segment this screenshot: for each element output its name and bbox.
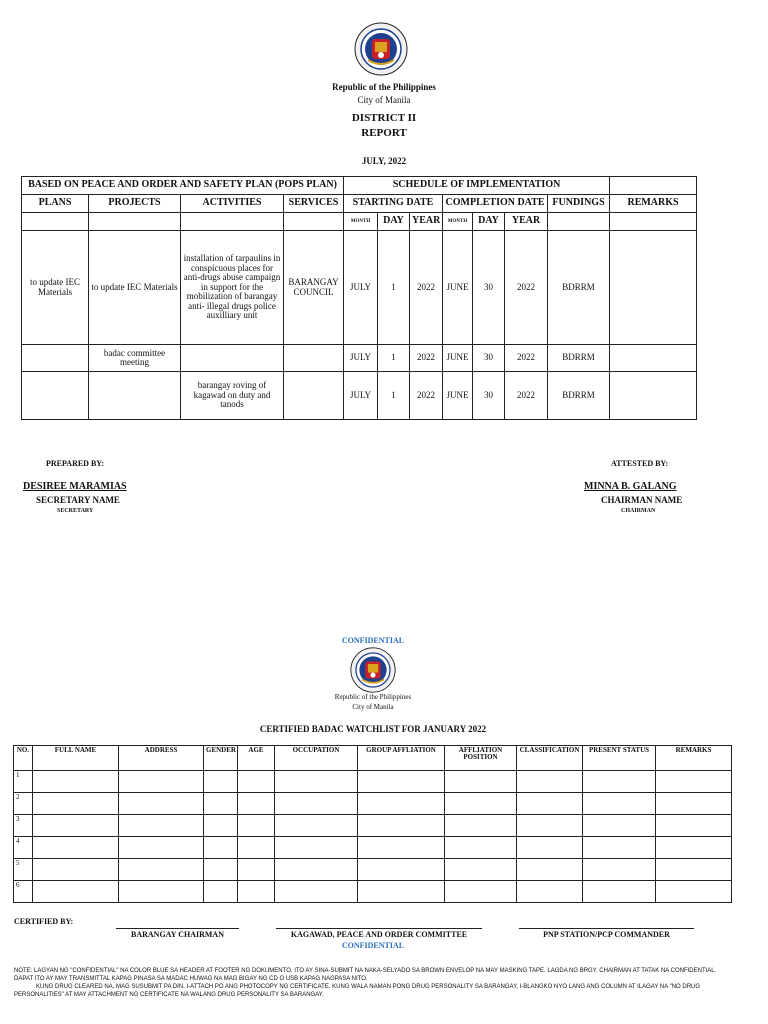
fundings-cell: BDRRM — [548, 372, 610, 420]
starting-date-header: STARTING DATE — [344, 195, 443, 213]
col-address-header: ADDRESS — [119, 746, 204, 771]
remarks-cell — [610, 231, 697, 345]
attested-by-name: MINNA B. GALANG — [584, 481, 677, 492]
table-row — [14, 837, 732, 859]
kagawad-label: KAGAWAD, PEACE AND ORDER COMMITTEE — [290, 930, 468, 939]
certified-by-label: CERTIFIED BY: — [14, 917, 74, 926]
end-month-cell: JUNE — [443, 345, 473, 372]
services-header: SERVICES — [284, 195, 344, 213]
start-month-header: MONTH — [344, 213, 378, 231]
start-month-cell: JULY — [344, 231, 378, 345]
end-year-header: YEAR — [505, 213, 548, 231]
start-day-cell: 1 — [378, 345, 410, 372]
remarks-cell — [610, 345, 697, 372]
watchlist-city-label: City of Manila — [352, 703, 394, 711]
fundings-header: FUNDINGS — [548, 195, 610, 213]
prepared-by-role: SECRETARY — [57, 508, 94, 514]
plans-cell — [22, 372, 89, 420]
projects-cell: badac committee meeting — [89, 345, 181, 372]
projects-cell: to update IEC Materials — [89, 231, 181, 345]
empty-header-cell — [610, 177, 697, 195]
col-affliation-position-header: AFFLIATION POSITION — [445, 746, 517, 771]
col-group-affliation-header: GROUP AFFLIATION — [358, 746, 445, 771]
end-day-cell: 30 — [473, 345, 505, 372]
remarks-cell — [610, 372, 697, 420]
table-row — [14, 793, 732, 815]
end-month-cell: JUNE — [443, 372, 473, 420]
end-year-cell: 2022 — [505, 372, 548, 420]
confidential-header: CONFIDENTIAL — [341, 636, 405, 645]
services-cell — [284, 345, 344, 372]
attested-by-role: CHAIRMAN — [621, 508, 656, 514]
blank-cell — [89, 213, 181, 231]
col-present-status-header: PRESENT STATUS — [583, 746, 656, 771]
col-gender-header: GENDER — [204, 746, 238, 771]
schedule-group-header: SCHEDULE OF IMPLEMENTATION — [344, 177, 610, 195]
confidential-footer: CONFIDENTIAL — [341, 941, 405, 950]
watchlist-table — [13, 745, 732, 903]
end-year-cell: 2022 — [505, 345, 548, 372]
note-paragraph-2: KUNG DRUG CLEARED NA, MAG SUSUBMIT PA DIN. I-ATTACH PO ANG PHOTOCOPY NG CERTIFICATE. KUNG WALA NAMAN PONG DRUG PERSONALITY SA BARANGAY, I-BLANGKO NYO LANG ANG COLUMN AT ILAGAY NA "NO DRUG PERSONALITIES" AT MAY ATTACHMENT NG CERTIFICATE NA WALANG DRUG PERSONALITY SA BARANGAY. — [14, 984, 701, 998]
barangay-chairman-label: BARANGAY CHAIRMAN — [131, 930, 224, 939]
city-label: City of Manila — [357, 95, 411, 105]
completion-date-header: COMPLETION DATE — [443, 195, 548, 213]
pops-plan-table — [21, 176, 697, 420]
republic-label: Republic of the Philippines — [332, 82, 436, 92]
signature-line-barangay — [116, 928, 239, 929]
table-row — [22, 231, 697, 345]
plans-cell — [22, 345, 89, 372]
watchlist-republic-label: Republic of the Philippines — [334, 693, 412, 701]
signature-line-pnp — [519, 928, 694, 929]
plans-cell: to update IEC Materials — [22, 231, 89, 345]
blank-cell — [548, 213, 610, 231]
activities-cell — [181, 345, 284, 372]
row-number: 6 — [14, 881, 33, 903]
col-no-header: NO. — [14, 746, 33, 771]
activities-cell: barangay roving of kagawad on duty and tanods — [181, 372, 284, 420]
district-title: DISTRICT II — [351, 112, 417, 124]
row-number: 5 — [14, 859, 33, 881]
projects-cell — [89, 372, 181, 420]
start-year-cell: 2022 — [410, 372, 443, 420]
watchlist-header-row — [14, 746, 732, 771]
row-number: 4 — [14, 837, 33, 859]
start-month-cell: JULY — [344, 372, 378, 420]
table-row — [14, 859, 732, 881]
col-age-header: AGE — [238, 746, 275, 771]
end-day-header: DAY — [473, 213, 505, 231]
start-day-header: DAY — [378, 213, 410, 231]
projects-header: PROJECTS — [89, 195, 181, 213]
end-day-cell: 30 — [473, 231, 505, 345]
col-remarks-header: REMARKS — [656, 746, 732, 771]
row-number: 3 — [14, 815, 33, 837]
col-classification-header: CLASSIFICATION — [517, 746, 583, 771]
pnp-commander-label: PNP STATION/PCP COMMANDER — [543, 930, 670, 939]
watchlist-title: CERTIFIED BADAC WATCHLIST FOR JANUARY 2022 — [259, 724, 487, 734]
start-day-cell: 1 — [378, 231, 410, 345]
prepared-by-name: DESIREE MARAMIAS — [23, 481, 127, 492]
col-occupation-header: OCCUPATION — [275, 746, 358, 771]
table-row — [14, 771, 732, 793]
services-cell: BARANGAY COUNCIL — [284, 231, 344, 345]
start-year-cell: 2022 — [410, 345, 443, 372]
end-day-cell: 30 — [473, 372, 505, 420]
report-title: REPORT — [361, 127, 407, 139]
table-row — [22, 345, 697, 372]
prepared-by-subtitle: SECRETARY NAME — [36, 495, 120, 505]
table-row — [14, 881, 732, 903]
blank-cell — [22, 213, 89, 231]
end-month-cell: JUNE — [443, 231, 473, 345]
pops-plan-group-header: BASED ON PEACE AND ORDER AND SAFETY PLAN (POPS PLAN) — [22, 177, 344, 195]
end-year-cell: 2022 — [505, 231, 548, 345]
table-row — [14, 815, 732, 837]
row-number: 2 — [14, 793, 33, 815]
start-day-cell: 1 — [378, 372, 410, 420]
row-number: 1 — [14, 771, 33, 793]
start-year-cell: 2022 — [410, 231, 443, 345]
attested-by-subtitle: CHAIRMAN NAME — [601, 495, 683, 505]
remarks-header: REMARKS — [610, 195, 697, 213]
city-seal-logo — [354, 22, 408, 76]
start-month-cell: JULY — [344, 345, 378, 372]
plans-header: PLANS — [22, 195, 89, 213]
table-row — [22, 372, 697, 420]
fundings-cell: BDRRM — [548, 345, 610, 372]
attested-by-label: ATTESTED BY: — [611, 459, 669, 468]
blank-cell — [284, 213, 344, 231]
blank-cell — [181, 213, 284, 231]
start-year-header: YEAR — [410, 213, 443, 231]
fundings-cell: BDRRM — [548, 231, 610, 345]
note-paragraph-1: NOTE: LAGYAN NG "CONFIDENTIAL" NA COLOR BLUE SA HEADER AT FOOTER NG DOKUMENTO. ITO AY SINA-SUBMIT NA NAKA-SELYADO SA BROWN ENVELOP NA MAY MASKING TAPE. LAGDA NG BRGY. CHAIRMAN AT TATAK NA CONFIDENTIAL. DAPAT ITO AY MAY TRANSMITTAL KAPAG PINASA SA MADAC HUWAG NA MAG BIGAY NG CD O USB KAPAG NAGPASA NITO. — [14, 968, 717, 982]
report-period: JULY, 2022 — [361, 156, 407, 166]
col-full-name-header: FULL NAME — [33, 746, 119, 771]
signature-line-kagawad — [276, 928, 482, 929]
activities-cell: installation of tarpaulins in conspicuous places for anti-drugs abuse campaign in support for the mobilization of barangay anti- illegal drugs police auxilliary unit — [181, 231, 284, 345]
city-seal-logo-small — [350, 647, 396, 693]
blank-cell — [610, 213, 697, 231]
activities-header: ACTIVITIES — [181, 195, 284, 213]
end-month-header: MONTH — [443, 213, 473, 231]
prepared-by-label: PREPARED BY: — [46, 459, 105, 468]
services-cell — [284, 372, 344, 420]
